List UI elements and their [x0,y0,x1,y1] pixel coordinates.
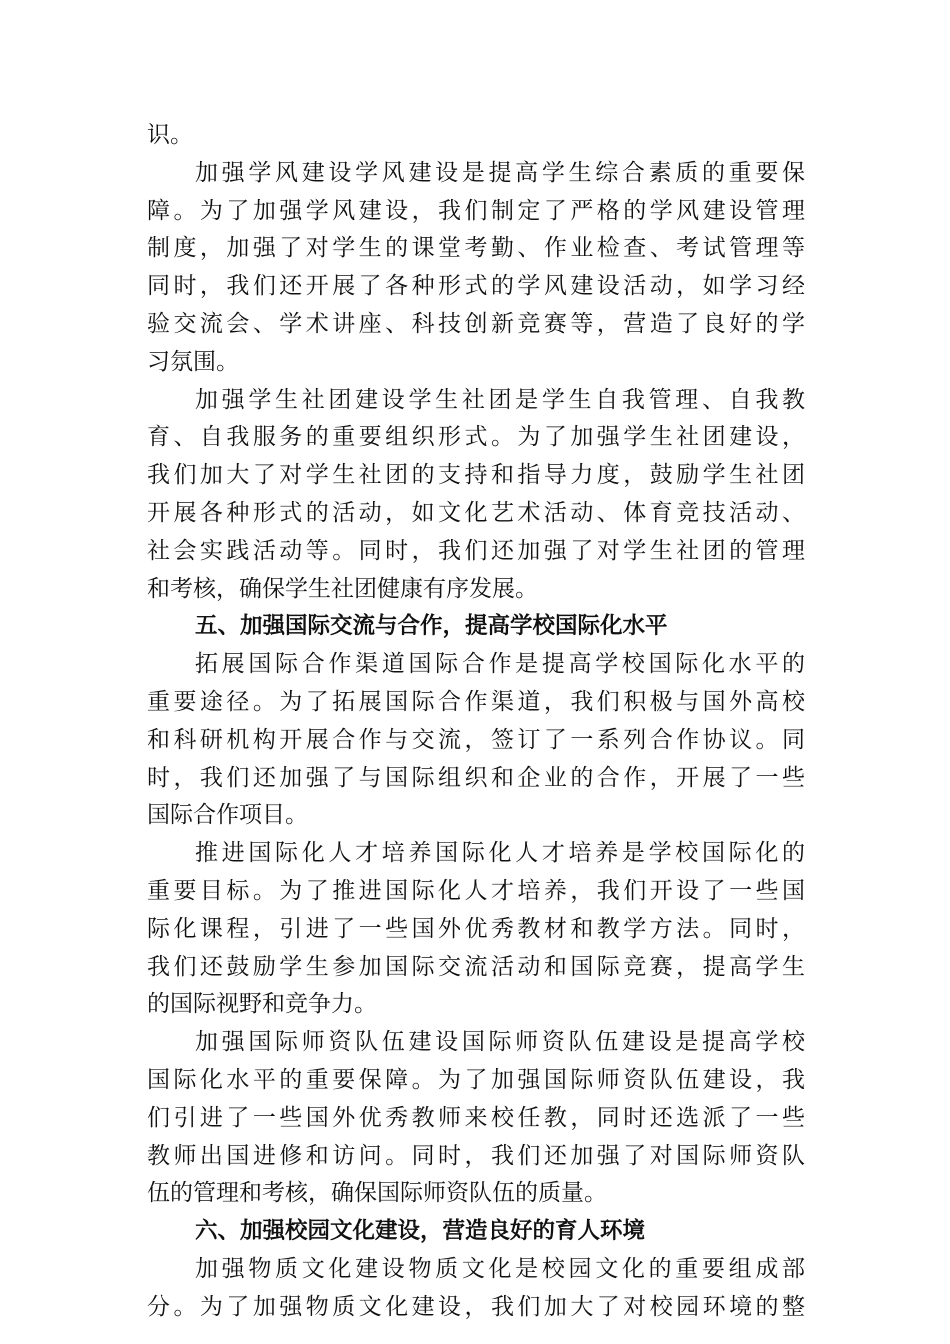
text-line: 习氛围。 [147,348,239,375]
text-line: 开展各种形式的活动，如文化艺术活动、体育竞技活动、 [147,499,805,526]
text-line: 障。为了加强学风建设，我们制定了严格的学风建设管理 [147,197,805,224]
text-line: 们引进了一些国外优秀教师来校任教，同时还选派了一些 [147,1104,805,1131]
text-line: 伍的管理和考核，确保国际师资队伍的质量。 [147,1180,607,1207]
section-heading: 五、加强国际交流与合作，提高学校国际化水平 [195,613,668,640]
text-line: 的国际视野和竞争力。 [147,991,377,1018]
text-line: 识。 [147,122,193,148]
document-body [147,117,805,1327]
text-line: 制度，加强了对学生的课堂考勤、作业检查、考试管理等 [147,235,805,262]
text-line: 社会实践活动等。同时，我们还加强了对学生社团的管理 [147,537,805,564]
text-line: 验交流会、学术讲座、科技创新竞赛等，营造了良好的学 [147,310,805,337]
paragraph-first-line: 加强学风建设学风建设是提高学生综合素质的重要保 [195,159,805,186]
text-line: 和考核，确保学生社团健康有序发展。 [147,575,538,602]
paragraph-first-line: 拓展国际合作渠道国际合作是提高学校国际化水平的 [195,651,805,678]
paragraph-first-line: 推进国际化人才培养国际化人才培养是学校国际化的 [195,840,805,867]
text-line: 时，我们还加强了与国际组织和企业的合作，开展了一些 [147,764,805,791]
text-line: 重要途径。为了拓展国际合作渠道，我们积极与国外高校 [147,688,805,715]
text-line: 和科研机构开展合作与交流，签订了一系列合作协议。同 [147,726,805,753]
text-line: 教师出国进修和访问。同时，我们还加强了对国际师资队 [147,1142,805,1169]
text-line: 同时，我们还开展了各种形式的学风建设活动，如学习经 [147,273,805,300]
text-line: 国际化水平的重要保障。为了加强国际师资队伍建设，我 [147,1066,805,1093]
text-line: 我们加大了对学生社团的支持和指导力度，鼓励学生社团 [147,462,805,489]
paragraph-first-line: 加强国际师资队伍建设国际师资队伍建设是提高学校 [195,1029,805,1056]
text-line: 际化课程，引进了一些国外优秀教材和教学方法。同时， [147,915,805,942]
text-line: 育、自我服务的重要组织形式。为了加强学生社团建设， [147,424,805,451]
text-line: 国际合作项目。 [147,802,308,829]
paragraph-first-line: 加强物质文化建设物质文化是校园文化的重要组成部 [195,1255,805,1282]
text-line: 分。为了加强物质文化建设，我们加大了对校园环境的整 [147,1293,805,1320]
text-line: 重要目标。为了推进国际化人才培养，我们开设了一些国 [147,877,805,904]
paragraph-first-line: 加强学生社团建设学生社团是学生自我管理、自我教 [195,386,805,413]
text-line: 我们还鼓励学生参加国际交流活动和国际竞赛，提高学生 [147,953,805,980]
section-heading: 六、加强校园文化建设，营造良好的育人环境 [195,1218,646,1245]
